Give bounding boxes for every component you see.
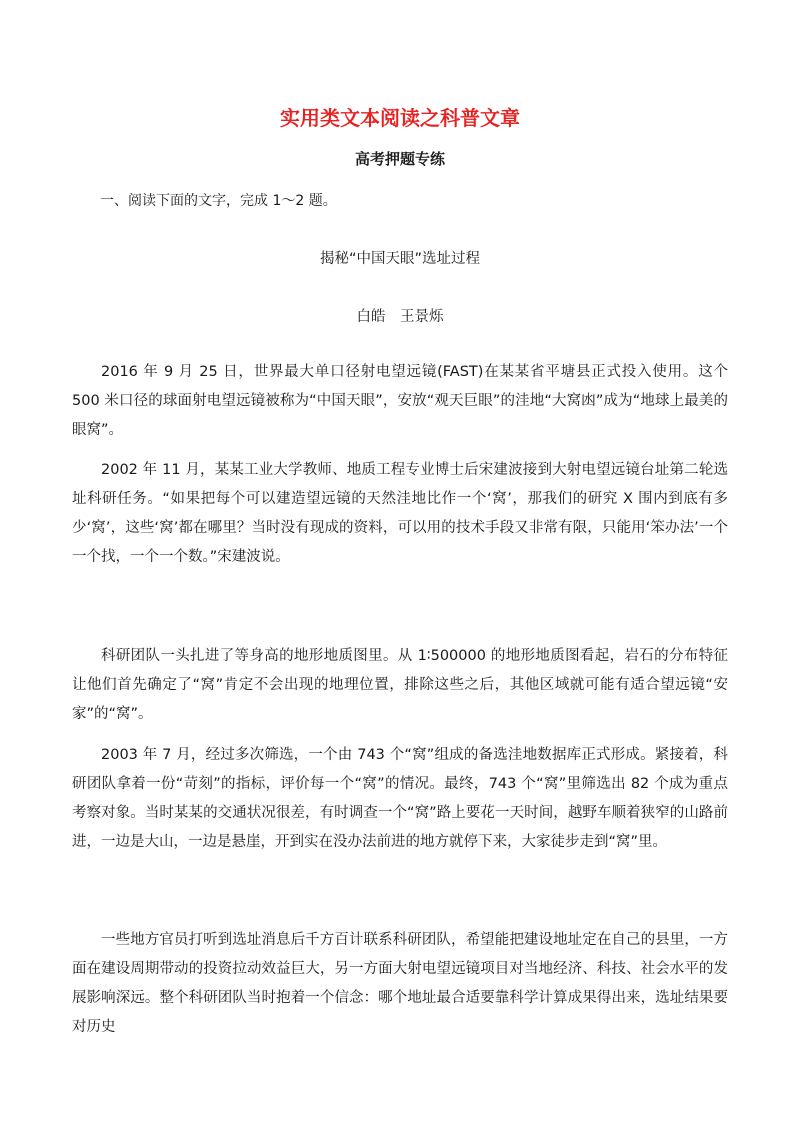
paragraph: 一些地方官员打听到选址消息后千方百计联系科研团队，希望能把建设地址定在自己的县里，一方面在建设周期带动的投资拉动效益巨大，另一方面大射电望远镜项目对当地经济、科技、社会水平的发展影响深远。整个科研团队当时抱着一个信念：哪个地址最合适要靠科学计算成果得出来，选址结果要对历史 (72, 932, 728, 1035)
question-instruction: 一、阅读下面的文字，完成 1～2 题。 (100, 193, 337, 209)
article-title: 揭秘“中国天眼”选址过程 (319, 251, 481, 267)
paragraph: 2016 年 9 月 25 日，世界最大单口径射电望远镜(FAST)在某某省平塘县正式投入使用。这个 500 米口径的球面射电望远镜被称为“中国天眼”，安放“观天巨眼”的洼地“大窝凼”成为“地球上最美的眼窝”。 (72, 364, 728, 438)
paragraph: 科研团队一头扎进了等身高的地形地质图里。从 1∶500000 的地形地质图看起，岩石的分布特征让他们首先确定了“窝”肯定不会出现的地理位置，排除这些之后，其他区域就可能有适合望远镜“安家”的“窝”。 (72, 648, 728, 722)
paragraph: 2002 年 11 月，某某工业大学教师、地质工程专业博士后宋建波接到大射电望远镜台址第二轮选址科研任务。“如果把每个可以建造望远镜的天然洼地比作一个‘窝’，那我们的研究 X 围内到底有多少‘窝’，这些‘窝’都在哪里？当时没有现成的资料，可以用的技术手段又非常有限，只能用‘笨办法’一个一个找，一个一个数。”宋建波说。 (72, 462, 728, 565)
article-authors: 白皓 王景烁 (356, 309, 444, 325)
paragraph: 2003 年 7 月，经过多次筛选，一个由 743 个“窝”组成的备选洼地数据库正式形成。紧接着，科研团队拿着一份“苛刻”的指标，评价每一个“窝”的情况。最终，743 个“窝”里筛选出 82 个成为重点考察对象。当时某某的交通状况很差，有时调查一个“窝”路上要花一天时间，越野车顺着狭窄的山路前进，一边是大山，一边是悬崖，开到实在没办法前进的地方就停下来，大家徒步走到“窝”里。 (72, 747, 728, 850)
document-title: 实用类文本阅读之科普文章 (280, 106, 520, 130)
document-subtitle: 高考押题专练 (354, 150, 445, 168)
